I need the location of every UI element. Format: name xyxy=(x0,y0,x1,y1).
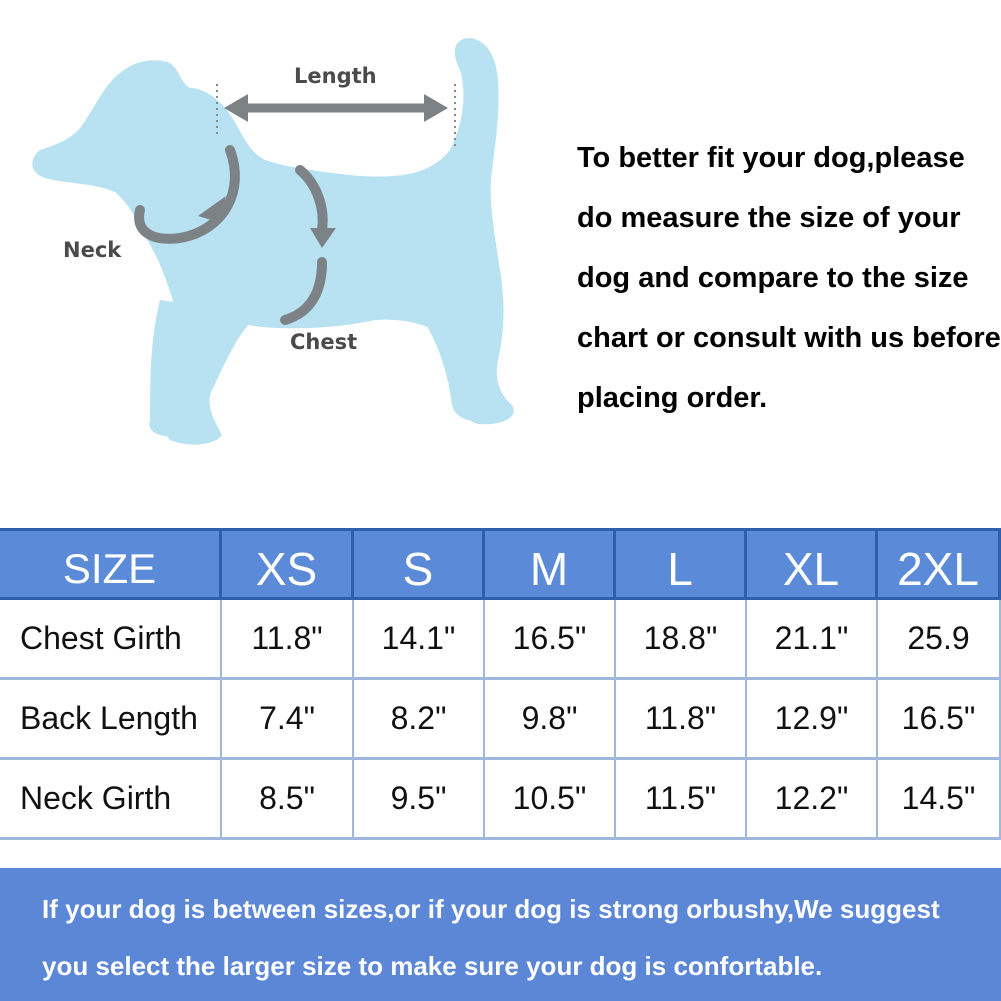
fit-instructions-line: To better fit your dog,please xyxy=(577,142,965,174)
size-header-label: SIZE xyxy=(0,528,222,600)
table-cell: 11.8" xyxy=(222,600,354,680)
double-arrow-icon xyxy=(224,94,448,122)
table-cell: 16.5" xyxy=(878,680,1001,760)
neck-label: Neck xyxy=(63,238,122,262)
size-header-s: S xyxy=(354,528,485,600)
table-cell: 11.8" xyxy=(616,680,747,760)
table-cell: 8.5" xyxy=(222,760,354,840)
fit-instructions-line: dog and compare to the size xyxy=(577,262,969,294)
table-row-neck-girth xyxy=(0,760,1001,840)
row-label: Chest Girth xyxy=(0,600,222,680)
table-cell: 25.9 xyxy=(878,600,1001,680)
table-cell: 14.1" xyxy=(354,600,485,680)
table-row-chest-girth xyxy=(0,600,1001,680)
size-header-xs: XS xyxy=(222,528,354,600)
fit-instructions-line: placing order. xyxy=(577,382,768,414)
size-advice-banner xyxy=(0,868,1001,1001)
fit-instructions-line: chart or consult with us before xyxy=(577,322,1001,354)
table-cell: 16.5" xyxy=(485,600,616,680)
row-label: Back Length xyxy=(0,680,222,760)
table-cell: 11.5" xyxy=(616,760,747,840)
table-row-back-length xyxy=(0,680,1001,760)
table-cell: 18.8" xyxy=(616,600,747,680)
table-cell: 21.1" xyxy=(747,600,878,680)
banner-line: If your dog is between sizes,or if your dog is strong orbushy,We suggest xyxy=(42,894,940,924)
table-cell: 10.5" xyxy=(485,760,616,840)
table-cell: 12.9" xyxy=(747,680,878,760)
size-header-xl: XL xyxy=(747,528,878,600)
table-cell: 14.5" xyxy=(878,760,1001,840)
table-cell: 7.4" xyxy=(222,680,354,760)
fit-instructions xyxy=(577,128,1001,428)
table-cell: 12.2" xyxy=(747,760,878,840)
banner-line: you select the larger size to make sure your dog is confortable. xyxy=(42,951,823,981)
table-cell: 8.2" xyxy=(354,680,485,760)
row-label: Neck Girth xyxy=(0,760,222,840)
chest-label: Chest xyxy=(290,330,358,354)
fit-instructions-line: do measure the size of your xyxy=(577,202,961,234)
size-header-row xyxy=(0,528,1001,600)
size-chart-table xyxy=(0,528,1001,842)
size-header-2xl: 2XL xyxy=(878,528,1001,600)
size-header-l: L xyxy=(616,528,747,600)
dog-measurement-diagram xyxy=(0,0,540,490)
table-cell: 9.8" xyxy=(485,680,616,760)
length-label: Length xyxy=(294,64,377,88)
table-cell: 9.5" xyxy=(354,760,485,840)
size-header-m: M xyxy=(485,528,616,600)
